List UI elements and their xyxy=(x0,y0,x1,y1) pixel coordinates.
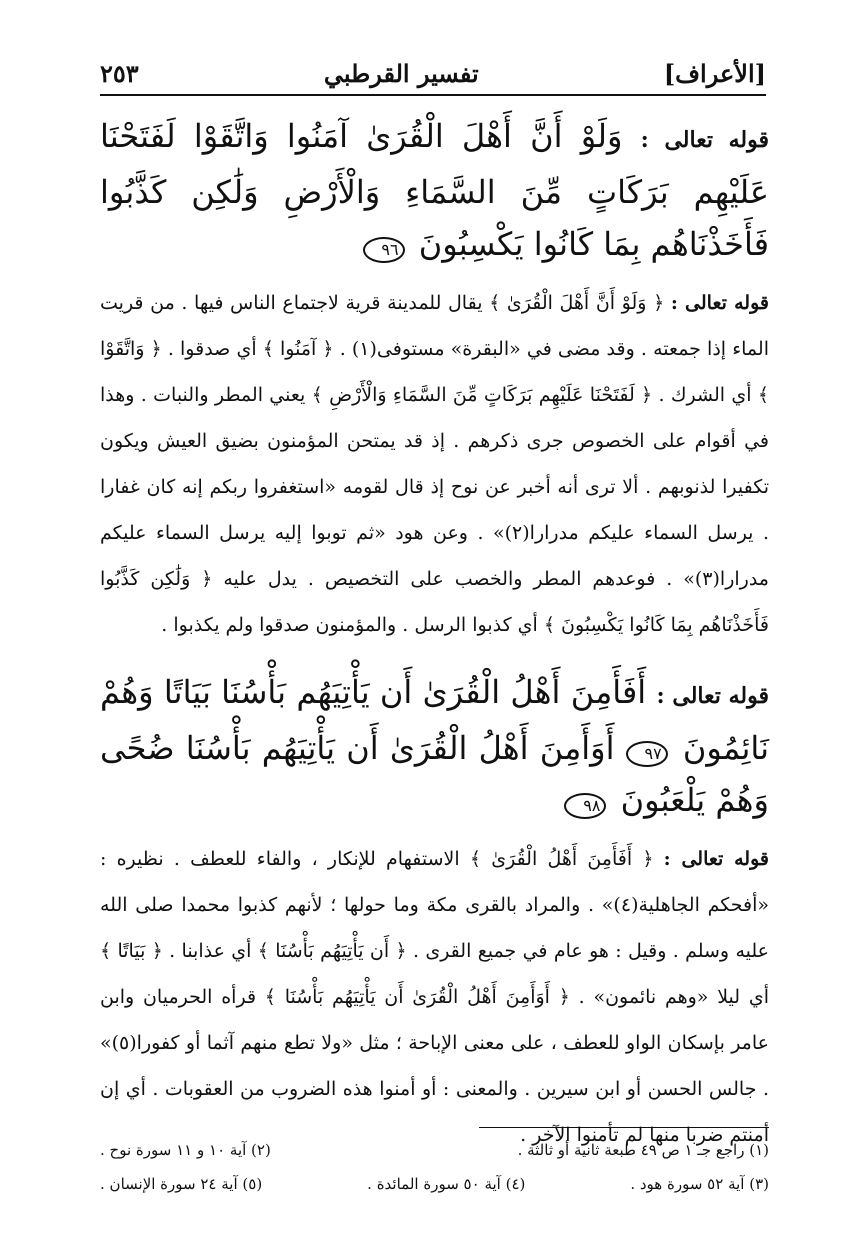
footnote-row xyxy=(100,1167,769,1201)
page-header xyxy=(100,52,766,96)
quran-verses-97-98 xyxy=(100,666,769,826)
footnote-1: (١) راجع جـ ١ ص ٤٩ طبعة ثانية أو ثالثة . xyxy=(517,1141,769,1159)
footnotes xyxy=(100,1133,769,1201)
commentary-intro: قوله تعالى : xyxy=(670,292,769,314)
verse-number: ٩٧ xyxy=(626,741,668,767)
page-body xyxy=(100,110,769,1172)
verse-intro: قوله تعالى : xyxy=(640,127,770,153)
commentary-text: ﴿ وَلَوْ أَنَّ أَهْلَ الْقُرَىٰ ﴾ يقال للمدينة قرية لاجتماع الناس فيها . من قريت الماء إذا جمعته . وقد مضى في «البقرة» مستوفى(١) . ﴿ آمَنُوا ﴾ أي صدقوا . ﴿ وَاتَّقَوْا ﴾ أي الشرك . ﴿ لَفَتَحْنَا عَلَيْهِم بَرَكَاتٍ مِّنَ السَّمَاءِ وَالْأَرْضِ ﴾ يعني المطر والنبات . وهذا في أقوام على الخصوص جرى ذكرهم . إذ قد يمتحن المؤمنون بضيق العيش ويكون تكفيرا لذنوبهم . ألا ترى أنه أخبر عن نوح إذ قال لقومه «استغفروا ربكم إنه كان غفارا . يرسل السماء عليكم مدرارا(٢)» . وعن هود «ثم توبوا إليه يرسل السماء عليكم مدرارا(٣)» . فوعدهم المطر والخصب على التخصيص . يدل عليه ﴿ وَلَٰكِن كَذَّبُوا فَأَخَذْنَاهُم بِمَا كَانُوا يَكْسِبُونَ ﴾ أي كذبوا الرسل . والمؤمنون صدقوا ولم يكذبوا . xyxy=(100,292,769,636)
verse-text: أَفَأَمِنَ أَهْلُ الْقُرَىٰ أَن يَأْتِيَهُم بَأْسُنَا بَيَاتًا وَهُمْ نَائِمُونَ xyxy=(100,673,770,767)
book-title: تفسير القرطبي xyxy=(323,58,479,88)
footnote-5: (٥) آية ٢٤ سورة الإنسان . xyxy=(100,1175,263,1193)
footnote-2: (٢) آية ١٠ و ١١ سورة نوح . xyxy=(100,1141,271,1159)
footnote-4: (٤) آية ٥٠ سورة المائدة . xyxy=(367,1175,526,1193)
commentary-paragraph xyxy=(100,836,769,1158)
commentary-text: ﴿ أَفَأَمِنَ أَهْلُ الْقُرَىٰ ﴾ الاستفهام للإنكار ، والفاء للعطف . نظيره : «أفحكم الجاهلية(٤)» . والمراد بالقرى مكة وما حولها ؛ لأنهم كذبوا محمدا صلى الله عليه وسلم . وقيل : هو عام في جميع القرى . ﴿ أَن يَأْتِيَهُم بَأْسُنَا ﴾ أي عذابنا . ﴿ بَيَاتًا ﴾ أي ليلا «وهم نائمون» . ﴿ أَوَأَمِنَ أَهْلُ الْقُرَىٰ أَن يَأْتِيَهُم بَأْسُنَا ﴾ قرأه الحرميان وابن عامر بإسكان الواو للعطف ، على معنى الإباحة ؛ مثل «ولا تطع منهم آثما أو كفورا(٥)» . جالس الحسن أو ابن سيرين . والمعنى : أو أمنوا هذه الضروب من العقوبات . أي إن أمنتم ضربا منها لم تأمنوا الآخر . xyxy=(100,848,769,1146)
page-number: ٢٥٣ xyxy=(100,58,139,88)
verse-intro: قوله تعالى : xyxy=(656,683,769,709)
verse-text: أَوَأَمِنَ أَهْلُ الْقُرَىٰ أَن يَأْتِيَهُم بَأْسُنَا ضُحًى وَهُمْ يَلْعَبُونَ xyxy=(100,729,769,819)
verse-number: ٩٨ xyxy=(564,793,606,819)
commentary-paragraph xyxy=(100,280,769,648)
footnote-row xyxy=(100,1133,769,1167)
commentary-intro: قوله تعالى : xyxy=(663,848,769,870)
footnote-divider xyxy=(479,1127,769,1128)
verse-text: وَلَوْ أَنَّ أَهْلَ الْقُرَىٰ آمَنُوا وَاتَّقَوْا لَفَتَحْنَا عَلَيْهِم بَرَكَاتٍ مِّنَ السَّمَاءِ وَالْأَرْضِ وَلَٰكِن كَذَّبُوا فَأَخَذْنَاهُم بِمَا كَانُوا يَكْسِبُونَ xyxy=(100,117,769,263)
verse-number: ٩٦ xyxy=(363,237,405,263)
quran-verse-96 xyxy=(100,110,769,270)
sura-name: [الأعراف] xyxy=(663,58,766,88)
footnote-3: (٣) آية ٥٢ سورة هود . xyxy=(630,1175,769,1193)
